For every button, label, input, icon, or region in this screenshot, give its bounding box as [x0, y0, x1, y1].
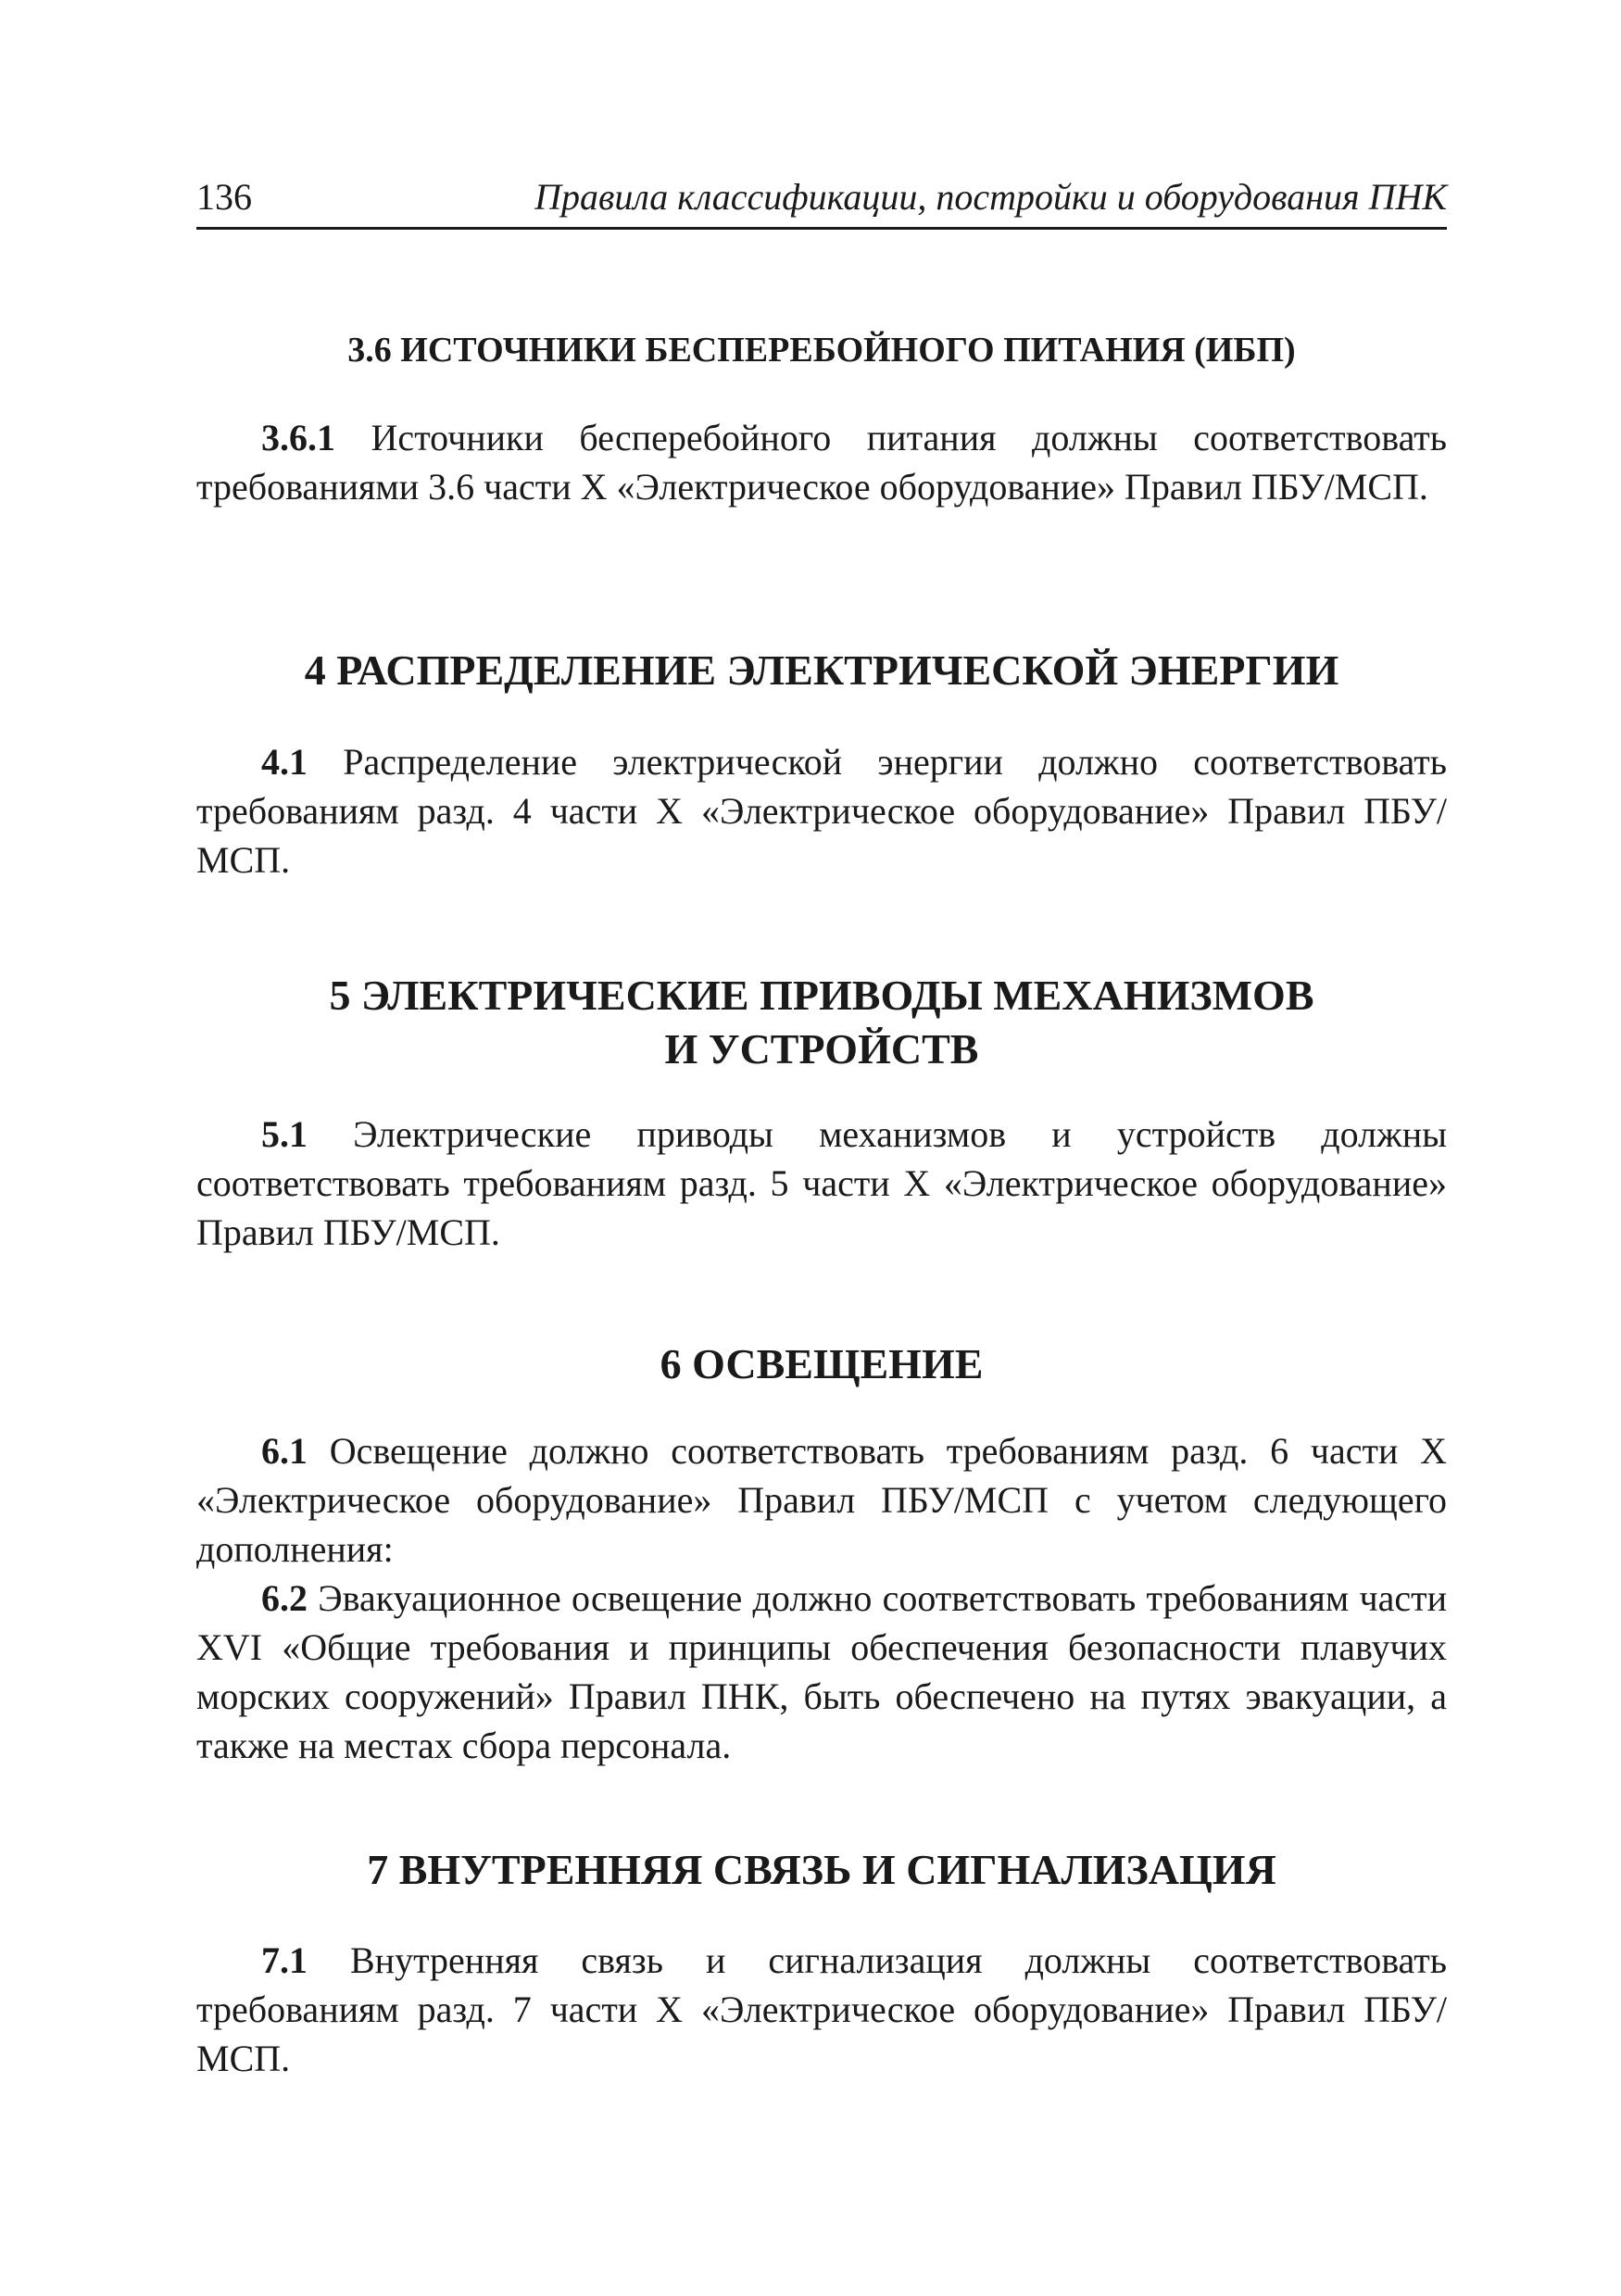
clause-text: Распределение электрической энергии должно соответствовать требованиям разд. 4 части X «Электрическое оборудование» Правил ПБУ/МСП.: [196, 741, 1447, 881]
paragraph-5-1: [196, 1110, 1447, 1257]
paragraph-3-6-1: [196, 413, 1447, 511]
clause-text: Внутренняя связь и сигнализация должны соответствовать требованиям разд. 7 части X «Электрическое оборудование» Правил ПБУ/МСП.: [196, 1939, 1447, 2079]
paragraph: [196, 413, 1447, 511]
section-4: [196, 644, 1447, 697]
page-number: 136: [196, 176, 252, 218]
paragraphs-6: [196, 1426, 1447, 1770]
clause-number: 6.1: [261, 1430, 308, 1472]
section-heading: 3.6 ИСТОЧНИКИ БЕСПЕРЕБОЙНОГО ПИТАНИЯ (ИБП): [347, 331, 1296, 370]
running-header: [196, 171, 1447, 223]
clause-number: 6.2: [261, 1577, 308, 1619]
clause-text: Электрические приводы механизмов и устройств должны соответствовать требованиям разд. 5 части X «Электрическое оборудование» Правил ПБУ/МСП.: [196, 1113, 1447, 1253]
clause-text: Освещение должно соответствовать требованиям разд. 6 части X «Электрическое оборудование» Правил ПБУ/МСП с учетом следующего дополнения:: [196, 1430, 1447, 1570]
header-divider: [196, 227, 1447, 230]
section-heading: 7 ВНУТРЕННЯЯ СВЯЗЬ И СИГНАЛИЗАЦИЯ: [367, 1846, 1276, 1893]
running-title: Правила классификации, постройки и оборудования ПНК: [534, 176, 1447, 218]
paragraph: [196, 737, 1447, 885]
paragraph-4-1: [196, 737, 1447, 885]
section-heading-line: И УСТРОЙСТВ: [664, 1025, 979, 1073]
paragraph-7-1: [196, 1936, 1447, 2083]
clause-text: Эвакуационное освещение должно соответствовать требованиям части XVI «Общие требования и принципы обеспечения безопасности плавучих морских сооружений» Правил ПНК, быть обеспечено на путях эвакуации, а также на местах сбора персонала.: [196, 1577, 1447, 1766]
clause-number: 3.6.1: [261, 417, 335, 458]
clause-number: 4.1: [261, 741, 308, 783]
paragraph: [196, 1574, 1447, 1770]
paragraph: [196, 1936, 1447, 2083]
section-3-6: [196, 324, 1447, 376]
paragraph: [196, 1110, 1447, 1257]
section-heading: 4 РАСПРЕДЕЛЕНИЕ ЭЛЕКТРИЧЕСКОЙ ЭНЕРГИИ: [304, 646, 1339, 694]
clause-number: 5.1: [261, 1113, 308, 1155]
clause-number: 7.1: [261, 1939, 308, 1981]
section-heading-line: 5 ЭЛЕКТРИЧЕСКИЕ ПРИВОДЫ МЕХАНИЗМОВ: [329, 972, 1314, 1019]
section-6: [196, 1337, 1447, 1391]
section-7: [196, 1843, 1447, 1897]
section-5: [196, 969, 1447, 1076]
clause-text: Источники бесперебойного питания должны соответствовать требованиями 3.6 части X «Электрическое оборудование» Правил ПБУ/МСП.: [196, 417, 1448, 508]
section-heading: [196, 969, 1447, 1076]
paragraph: [196, 1426, 1447, 1574]
section-heading: 6 ОСВЕЩЕНИЕ: [660, 1340, 984, 1387]
